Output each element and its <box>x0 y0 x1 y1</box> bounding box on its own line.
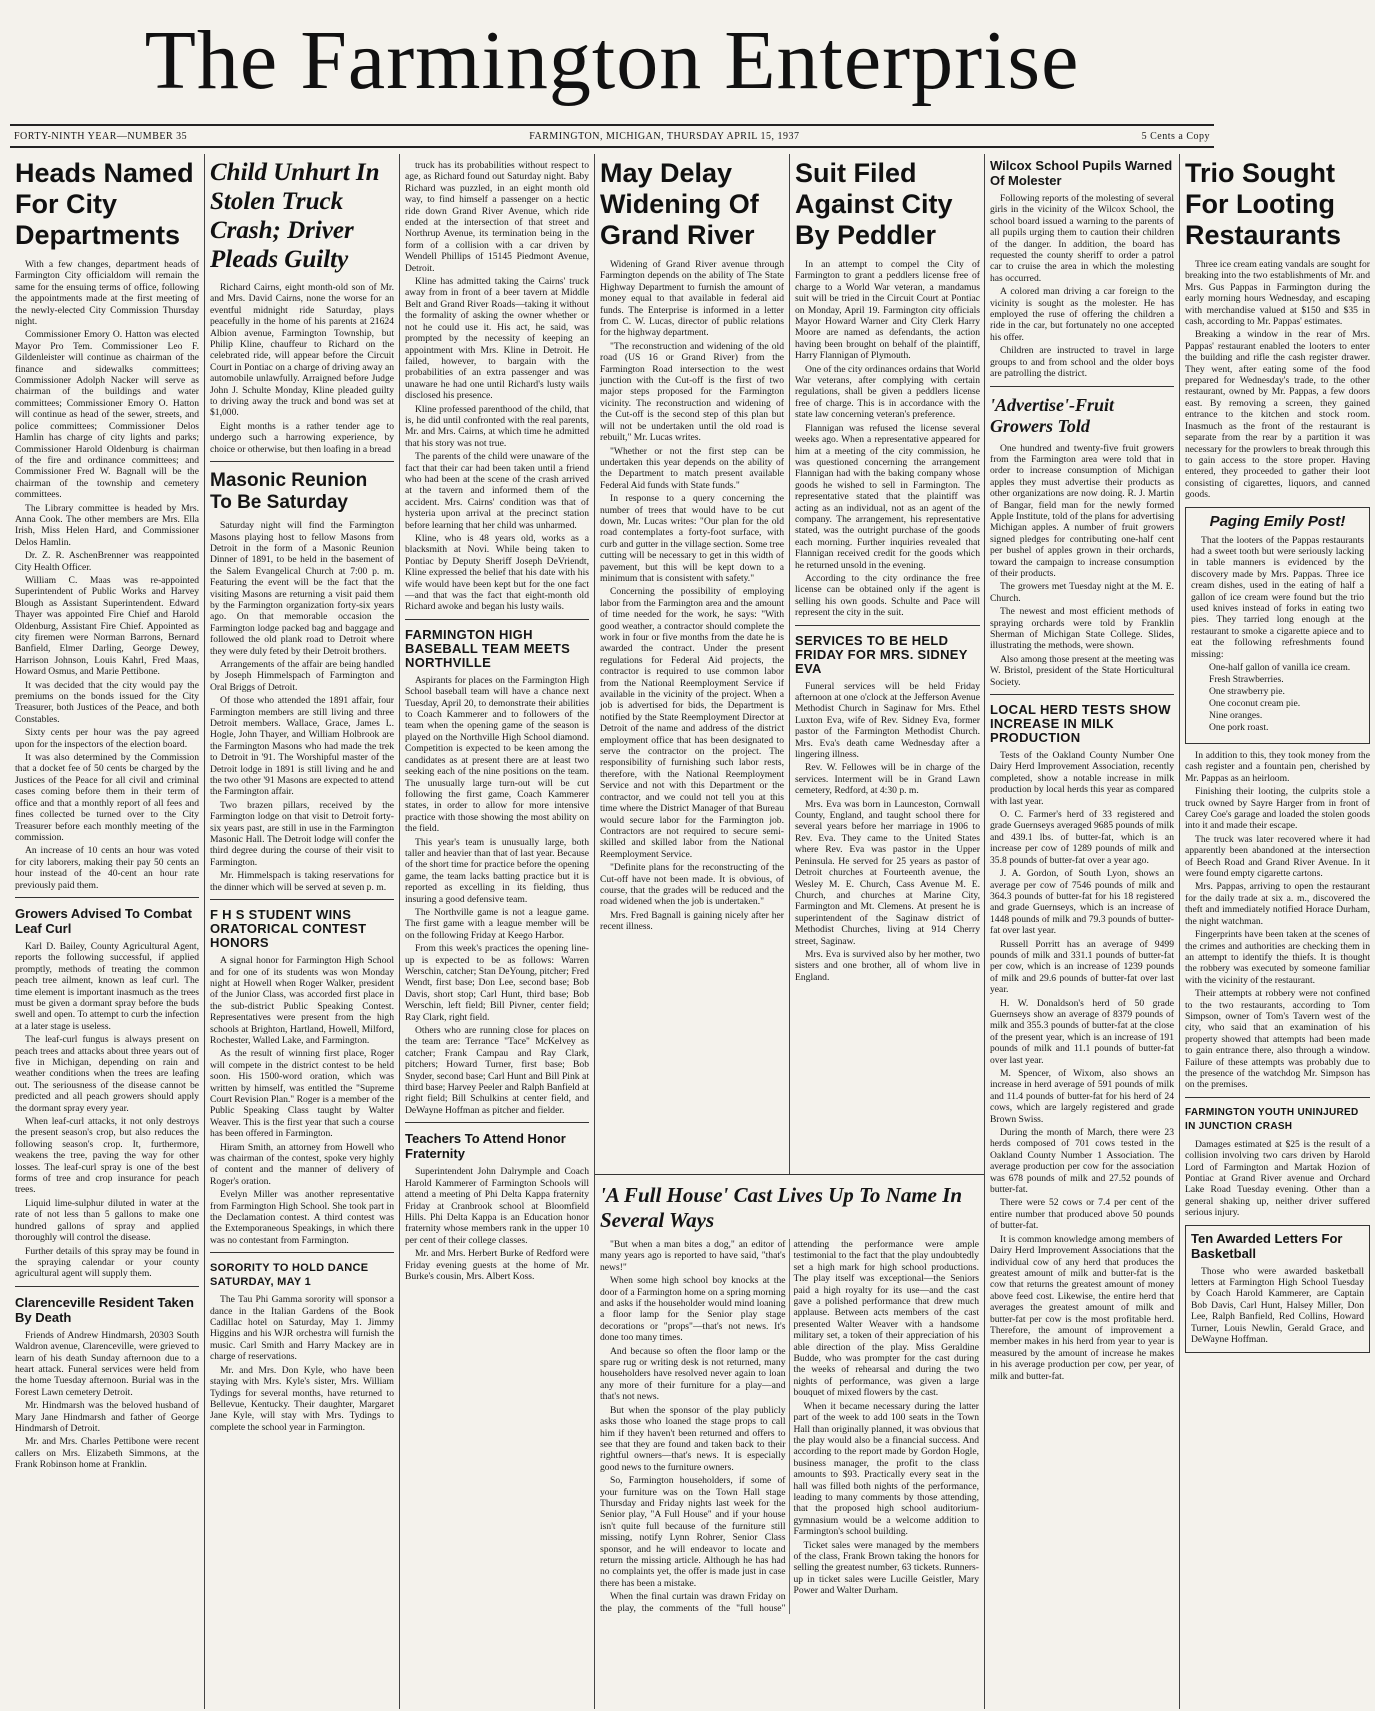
article-herd-tests-paragraph: During the month of March, there were 23 herds composed of 701 cows tested in the Oakland County Number 1 Association. The average production per cow for the association was 678 pounds of milk and 27.52 pounds of butter-fat. <box>990 1127 1174 1196</box>
article-stolen-truck-continued-paragraph: The parents of the child were unaware of the fact that their car had been taken until a friend who had been at the scene of the crash arrived at the tavern and informed them of the accident. Mrs. Cairns' condition was that of hysteria upon arrival at the precinct station before learning that her child was unharmed. <box>405 451 589 531</box>
article-herd-tests-paragraph: H. W. Donaldson's herd of 50 grade Guernseys show an average of 8379 pounds of milk and 355.3 pounds of butter-fat at the close of the present year, which is an increase of 191 pounds of milk and 11.1 pounds of butter-fat over last year. <box>990 997 1174 1066</box>
article-herd-tests-paragraph: M. Spencer, of Wixom, also shows an increase in herd average of 591 pounds of milk and 11.4 pounds of butter-fat for his herd of 24 cows, which are largely registered and grade Brown Swiss. <box>990 1068 1174 1125</box>
article-leaf-curl-paragraph: Further details of this spray may be found in the spraying calendar or your county agricultural agent will supply them. <box>15 1245 199 1280</box>
article-stolen-truck-continued-paragraph: Kline, who is 48 years old, works as a blacksmith at Novi. While being taken to Pontiac by Deputy Sheriff Joseph DeVriendt, Kline expressed the belief that his date with his wife would have been kept but for the one fact—and that was the fact that eight-month old Richard awoke and began his lusty wails. <box>405 533 589 613</box>
article-clarenceville <box>15 1330 199 1471</box>
article-city-departments-paragraph: The Library committee is headed by Mrs. Anna Cook. The other members are Mrs. Ella Irish, Miss Helen Hard, and Commissioner Delos Hamlin. <box>15 502 199 548</box>
article-herd-tests-paragraph: Tests of the Oakland County Number One Dairy Herd Improvement Association, recently completed, show a notable increase in milk production by local herds this year as compared with last year. <box>990 750 1174 807</box>
article-herd-tests-paragraph: There were 52 cows or 7.4 per cent of the entire number that produced above 50 pounds of butter-fat. <box>990 1197 1174 1232</box>
article-stolen-truck-continued-paragraph: Kline professed parenthood of the child, that is, he did until confronted with the real parents, Mr. and Mrs. Cairns, at which time he admitted that his story was not true. <box>405 403 589 449</box>
article-full-house <box>600 1239 979 1614</box>
headline-emily-post: Paging Emily Post! <box>1209 512 1346 530</box>
article-stolen-truck-continued <box>405 160 589 613</box>
article-oratorical-paragraph: As the result of winning first place, Roger will compete in the district contest to be held soon. His 1500-word oration, which was written by himself, was entitled the "Supreme Court Revision Plan." Roger is a member of the Public Speaking Class taught by Walter Weaver. This is the first year that such a course has been offered in Farmington. <box>210 1048 394 1140</box>
article-sidney-eva-paragraph: Mrs. Eva is survived also by her mother, two sisters and one brother, all of whom live in England. <box>795 948 980 983</box>
article-leaf-curl-paragraph: The leaf-curl fungus is always present on peach trees and attacks about three years out of five in Michigan, depending on rain and weather conditions when the trees are leafing out. The seriousness of the disease cannot be predicted and all peach growers should apply the dormant spray every year. <box>15 1034 199 1114</box>
article-fruit-growers-paragraph: The growers met Tuesday night at the M. E. Church. <box>990 581 1174 604</box>
headline-youth-crash: FARMINGTON YOUTH UNINJURED IN JUNCTION CRASH <box>1185 1106 1359 1132</box>
article-looting-continued-paragraph: In addition to this, they took money from the cash register and a fountain pen, cherished by Mr. Pappas as an heirloom. <box>1185 750 1370 784</box>
headline-grand-river: May Delay Widening Of Grand River <box>600 158 759 250</box>
article-city-departments-paragraph: William C. Maas was re-appointed Superintendent of Public Works and Harvey Blough as Assistant Superintendent. Edward Thayer was appointed Fire Chief and Harold Oldenburg, Assistant Fire Chief. Appointed as city firemen were Norman Barrons, Bernard Banfield, Elmer Darling, George Dewey, Harrison Johnson, Louis Kahrl, Fred Maas, Howard Osmus, and Marie Pettibone. <box>15 574 199 678</box>
headline-herd-tests: LOCAL HERD TESTS SHOW INCREASE IN MILK PRODUCTION <box>990 702 1171 746</box>
article-grand-river-paragraph: Concerning the possibility of employing labor from the Farmington area and the amount of time needed for the work, he says: "With good weather, a contractor should complete the work in four or five months from the date he is awarded the contract. Under the present regulations for Federal Aid projects, the contractor is required to use common labor from the National Reemployment Service if available in the vicinity of the project. When a job is advertised for bids, the Department is notified by the State Reemployment Director at Detroit of the name and address of the district employment office that has been designated to serve the contractor on the project. The responsibility of furnishing such labor rests, therefore, with the National Reemployment Service and not with this Department or the contractor, and we could not tell you at this time where the District Manager of that Bureau would secure labor for the Farmington job. Contractors are not required to secure semi-skilled and skilled labor from the National Reemployment Service. <box>600 586 784 860</box>
volume-number: FORTY-NINTH YEAR—NUMBER 35 <box>14 130 188 142</box>
article-baseball-paragraph: The Northville game is not a league game. The first game with a league member will be on the following Friday at Keego Harbor. <box>405 906 589 941</box>
headline-baseball: FARMINGTON HIGH BASEBALL TEAM MEETS NORTHVILLE <box>405 626 571 670</box>
article-fruit-growers <box>990 443 1174 689</box>
article-leaf-curl <box>15 941 199 1280</box>
masthead: The Farmington Enterprise <box>144 14 1080 107</box>
article-baseball <box>405 675 589 1116</box>
article-emily-post: That the looters of the Pappas restaurants had a sweet tooth but were seriously lacking in table manners is evidenced by the discovery made by Mrs. Pappas. Three ice cream dishes, used in the eating of half a gallon of ice cream were found but the trio used knives instead of forks in eating two pies. They tarried long enough at the restaurant to smoke a cigarette apiece and to eat the following refreshments found missing: <box>1191 534 1364 660</box>
article-full-house-paragraph: So, Farmington householders, if some of your furniture was on the Town Hall stage Thursday and Friday nights last week for the Senior play, "A Full House" and if your house isn't quite full because of the furniture still missing, notify Lynn Rohrer, Senior Class sponsor, and he will endeavor to locate and return the missing article. Although he has had no complaints yet, the offer is made just in case there has been a mistake. <box>600 1475 786 1589</box>
article-full-house-paragraph: When some high school boy knocks at the door of a Farmington home on a spring morning and asks if the householder would mind loaning a floor lamp for the Senior play stage decorations or "props"—that's not news. It's done too many times. <box>600 1275 786 1344</box>
article-oratorical-paragraph: Hiram Smith, an attorney from Howell who was chairman of the contest, spoke very highly of content and the manner of delivery of Roger's oration. <box>210 1141 394 1187</box>
article-masonic-reunion-paragraph: Mr. Himmelspach is taking reservations for the dinner which will be served at seven p. m. <box>210 870 394 893</box>
article-masonic-reunion <box>210 520 394 893</box>
article-grand-river-paragraph: Mrs. Fred Bagnall is gaining nicely after her recent illness. <box>600 909 784 933</box>
article-peddler-suit-paragraph: According to the city ordinance the free license can be obtained only if the agent is selling his own goods. Schulte and Pace will represent the city in the suit. <box>795 572 980 619</box>
article-masonic-reunion-paragraph: Of those who attended the 1891 affair, four Farmington members are still living and three Detroit members. Wallace, Grace, James L. Hogle, John Thayer, and William Holbrook are the Farmington Masons who had made the trek to Detroit in '91. The Worshipful master of the Detroit lodge in 1891 is still living and he and the two other '91 Masons are expected to attend the Farmington affair. <box>210 695 394 798</box>
article-oratorical-paragraph: Evelyn Miller was another representative from Farmington High School. She took part in the Declamation contest. A third contest was the Extemporaneous Speakings, in which there was no contestant from Farmington. <box>210 1189 394 1246</box>
article-city-departments-paragraph: Dr. Z. R. AschenBrenner was reappointed City Health Officer. <box>15 550 199 573</box>
article-baseball-paragraph: Aspirants for places on the Farmington High School baseball team will have a chance next Tuesday, April 20, to demonstrate their abilities to Coach Kammerer and to followers of the team when the opening game of the season is played on the Northville High School diamond. Competition is expected to be keen among the candidates as at present there are at least two seeking each of the nine positions on the team. The unusually large turn-out will be cut following the first game, Coach Kammerer states, in order to allow for more intensive practice with those showing the most ability on the field. <box>405 674 589 835</box>
missing-item: Fresh Strawberries. <box>1209 674 1284 685</box>
article-peddler-suit-paragraph: In an attempt to compel the City of Farmington to grant a peddlers license free of charge to a World War veteran, a mandamus suit will be tried in the Circuit Court at Pontiac on Monday, April 19. Farmington city officials Mayor Howard Warner and City Clerk Harry Moore are named as defendants, the action having been brought on behalf of the plaintiff, Harry Flannigan of Plymouth. <box>795 259 980 362</box>
article-wilcox-school-paragraph: A colored man driving a car foreign to the vicinity is sought as the molester. He has employed the ruse of offering the children a ride in the car, but fortunately no one accepted his offer. <box>990 286 1174 343</box>
article-honor-fraternity-paragraph: Superintendent John Dalrymple and Coach Harold Kammerer of Farmington Schools will attend a meeting of Phi Delta Kappa fraternity Friday at Cranbrook school at Bloomfield Hills. Phi Delta Kappa is an Education honor fraternity whose members rank in the upper 10 per cent of their college classes. <box>405 1166 589 1246</box>
article-basketball-letters: Those who were awarded basketball letters at Farmington High School Tuesday by Coach Harold Kammerer, are Captain Bob Davis, Carl Hunt, Halsey Miller, Don Lee, Ralph Banfield, Red Collins, Howard Turner, Louis Newlin, Gerald Grace, and DeWayne Hoffman. <box>1191 1265 1364 1346</box>
article-leaf-curl-paragraph: Liquid lime-sulphur diluted in water at the rate of not less than 5 gallons to make one hundred gallons of spray and applied thoroughly will control the disease. <box>15 1197 199 1244</box>
article-fruit-growers-paragraph: Also among those present at the meeting was W. Bristol, president of the State Horticultural Society. <box>990 653 1174 688</box>
headline-masonic-reunion: Masonic Reunion To Be Saturday <box>210 470 368 514</box>
missing-item: One coconut cream pie. <box>1209 698 1301 709</box>
headline-honor-fraternity: Teachers To Attend Honor Fraternity <box>405 1131 566 1162</box>
column-1 <box>10 154 205 1709</box>
article-city-departments-paragraph: An increase of 10 cents an hour was voted for city laborers, making their pay 50 cents an hour instead of the 40-cent an hour rate previously paid them. <box>15 845 199 891</box>
article-full-house-paragraph: Ticket sales were managed by the members of the class, Frank Brown taking the honors for selling the greatest number, 63 tickets. Runners-up in ticket sales were Lucille Geistler, Mary Power and Walter Durham. <box>793 1539 979 1597</box>
article-masonic-reunion-paragraph: Arrangements of the affair are being handled by Joseph Himmelspach of Farmington and Oral Briggs of Detroit. <box>210 658 394 693</box>
article-peddler-suit <box>795 259 980 619</box>
article-leaf-curl-paragraph: When leaf-curl attacks, it not only destroys the present season's crop, but also reduces the following season's crop. It, furthermore, weakens the tree, paving the way for other losses. The leaf-curl spray is one of the best forms of tree and crop insurance for peach trees. <box>15 1116 199 1196</box>
article-sorority-paragraph: Mr. and Mrs. Don Kyle, who have been staying with Mrs. Kyle's sister, Mrs. William Tydings for several months, have returned to Bellevue, Kentucky. Their daughter, Margaret Jane Kyle, will stay with Mrs. Tydings to complete the school year in Farmington. <box>210 1364 394 1433</box>
headline-wilcox-school: Wilcox School Pupils Warned Of Molester <box>990 158 1173 188</box>
article-sidney-eva-paragraph: Funeral services will be held Friday afternoon at one o'clock at the Jefferson Avenue Methodist Church in Saginaw for Mrs. Ethel Luxton Eva, wife of Rev. Sidney Eva, former pastor of the Farmington Methodist Church. Mrs. Eva's death came Wednesday after a lingering illness. <box>795 680 980 761</box>
article-looting <box>1185 259 1370 501</box>
missing-item: One pork roast. <box>1209 722 1269 733</box>
article-looting-continued <box>1185 750 1370 1091</box>
headline-sorority: SORORITY TO HOLD DANCE SATURDAY, MAY 1 <box>210 1262 369 1289</box>
article-city-departments-paragraph: It was decided that the city would pay the premiums on the bonds issued for the City Treasurer, both Justices of the Peace, and both Constables. <box>15 679 199 725</box>
article-looting-continued-paragraph: The truck was later recovered where it had apparently been abandoned at the intersection of Beech Road and Grand River Avenue. In it were found empty cigarette cartons. <box>1185 833 1370 880</box>
column-4 <box>595 154 790 1174</box>
article-wilcox-school <box>990 193 1174 380</box>
headline-city-departments: Heads Named For City Departments <box>15 158 194 250</box>
headline-leaf-curl: Growers Advised To Combat Leaf Curl <box>15 905 192 936</box>
article-oratorical-paragraph: A signal honor for Farmington High School and for one of its students was won Monday night at Howell when Roger Walker, president of the Junior Class, was accorded first place in the sub-district Public Speaking Contest. Representatives were present from the high schools at Brighton, Hartland, Howell, Milford, Rochester, Walled Lake, and Farmington. <box>210 955 394 1046</box>
article-stolen-truck-continued-paragraph: Kline has admitted taking the Cairns' truck away from in front of a beer tavern at Middle Belt and Grand River Roads—taking it without the formality of asking the owner whether or not he could use it. His act, he said, was prompted by the necessity of keeping an appointment with Mrs. Kline in Detroit. He failed, however, to bargain with the probabilities of an extra passenger and was unaware he had one until Richard's lusty wails disclosed his presence. <box>405 276 589 402</box>
headline-fruit-growers: 'Advertise'-Fruit Growers Told <box>990 394 1115 436</box>
headline-peddler-suit: Suit Filed Against City By Peddler <box>795 158 953 250</box>
article-masonic-reunion-paragraph: Two brazen pillars, received by the Farmington lodge on that visit to Detroit forty-six years past, are still in use in the Farmington Masonic Hall. The Detroit lodge will confer the third degree during the course of their visit to Farmington. <box>210 799 394 868</box>
missing-item: One strawberry pie. <box>1209 686 1285 697</box>
article-grand-river-paragraph: Widening of Grand River avenue through Farmington depends on the ability of The State Highway Department to furnish the amount of money equal to that available in federal aid funds. The Enterprise is informed in a letter from C. W. Lucas, director of public relations for the highway department. <box>600 259 784 339</box>
article-grand-river-paragraph: "The reconstruction and widening of the old road (US 16 or Grand River) from the Farmington Road intersection to the west junction with the Cut-off is the first of two major steps proposed for the Farmington vicinity. The reconstruction and widening of the Cut-off is the second step of this plan but will not be undertaken until the old road is rebuilt," Mr. Lucas writes. <box>600 340 784 444</box>
article-herd-tests-paragraph: It is common knowledge among members of Dairy Herd Improvement Associations that the individual cow of any herd that produces the greatest amount of milk and butter-fat is the cow that returns the greatest amount of money above feed cost. Likewise, the entire herd that averages the greatest amount of milk and butter-fat per cow is the most profitable herd. Therefore, the amount of improvement a member makes in his herd from year to year is measured by the amount of increase he makes in his average production per cow, per year, of milk and butter-fat. <box>990 1233 1174 1382</box>
article-sorority-paragraph: The Tau Phi Gamma sorority will sponsor a dance in the Italian Gardens of the Book Cadillac hotel on Saturday, May 1. Jimmy Higgins and his WJR orchestra will furnish the music. Carl Smith and Harry Mackey are in charge of reservations. <box>210 1294 394 1363</box>
article-oratorical <box>210 955 394 1246</box>
article-leaf-curl-paragraph: Karl D. Bailey, County Agricultural Agent, reports the following successful, if applied promptly, methods of treating the common peach tree ailment, known as leaf curl. The time element is important inasmuch as the trees must be given a dormant spray before the buds swell and open. To attempt to curb the infection at a later stage is useless. <box>15 940 199 1032</box>
article-peddler-suit-paragraph: Flannigan was refused the license several weeks ago. When a representative appeared for him at a meeting of the city commission, he was questioned concerning the arrangement Flannigan had with the baking company whose goods he wished to sell in Farmington. The representative stated that the plaintiff was acting as an individual, not as an agent of the company. The arrangement, his representative stated, was the outright purchase of the goods each morning. Further inquiries revealed that Flannigan received credit for the goods which he returned unsold in the evening. <box>795 422 980 571</box>
column-7 <box>1180 154 1375 1709</box>
article-stolen-truck-paragraph: Richard Cairns, eight month-old son of Mr. and Mrs. David Cairns, none the worse for an eventful midnight ride Saturday, plays peacefully in the home of his parents at 21624 Albion avenue, Farmington Township, but Philip Kline, chauffeur to Richard on the celebrated ride, will appear before the Circuit Court in Pontiac on a charge of driving away an automobile unlawfully. Arraigned before Judge John J. Schulte Monday, Kline pleaded guilty to driving away the truck and bond was set at $1,000. <box>210 282 394 419</box>
column-5 <box>790 154 985 1174</box>
emily-post-box <box>1185 507 1370 744</box>
article-sidney-eva-paragraph: Mrs. Eva was born in Launceston, Cornwall County, England, and taught school there for several years before her marriage in 1906 to Rev. Eva. They came to the United States where Rev. Eva was pastor in the Upper Peninsula. He served for 25 years as pastor of Detroit churches at Fourteenth avenue, the Wesley M. E. Church, Cass Avenue M. E. Church, and churches at Marine City, Farmington and Mt. Clemens. At present he is superintendent of the Saginaw district of Methodist Churches, living at 914 Cherry street, Saginaw. <box>795 798 980 947</box>
article-wilcox-school-paragraph: Following reports of the molesting of several girls in the vicinity of the Wilcox School, the school board issued a warning to the parents of all pupils urging them to caution their children of the danger. In addition, the board has requested the county sheriff to order a patrol car to cruise the area in which the molesting has occurred. <box>990 193 1174 284</box>
headline-sidney-eva: SERVICES TO BE HELD FRIDAY FOR MRS. SIDNEY EVA <box>795 632 968 676</box>
headline-oratorical: F H S STUDENT WINS ORATORICAL CONTEST HONORS <box>210 907 367 951</box>
article-looting-continued-paragraph: Their attempts at robbery were not confined to the two restaurants, according to Tom Simpson, owner of Tom's Tavern west of the city, who said that an examination of his property showed that attempts had been made to gain entrance there, also through a window. Failure of these attempts was probably due to the presence of the watchdog Mr. Simpson has on the premises. <box>1185 988 1370 1091</box>
article-herd-tests-paragraph: J. A. Gordon, of South Lyon, shows an average per cow of 7546 pounds of milk and 364.3 pounds of butter-fat for his 18 registered and grade Guernseys, which is an increase of 1448 pounds of milk and 79.3 pounds of butter-fat over last year. <box>990 868 1174 937</box>
article-wilcox-school-paragraph: Children are instructed to travel in large groups to and from school and the older boys are patrolling the district. <box>990 345 1174 380</box>
article-looting-continued-paragraph: Finishing their looting, the culprits stole a truck owned by Sayre Harger from in front of Carey Coe's garage and loaded the stolen goods into it and made their escape. <box>1185 786 1370 832</box>
column-3 <box>400 154 595 1709</box>
article-herd-tests-paragraph: Russell Porritt has an average of 9499 pounds of milk and 331.1 pounds of butter-fat per cow, which is an increase of 1239 pounds of milk and 29.6 pounds of butter-fat over last year. <box>990 938 1174 996</box>
article-city-departments-paragraph: It was also determined by the Commission that a docket fee of 50 cents be charged by the Justices of the Peace for all civil and criminal cases coming before them in their term of office and that a monthly report of all fees and fines collected be turned over to the City Treasurer before each monthly meeting of the commission. <box>15 752 199 843</box>
article-grand-river <box>600 259 784 933</box>
article-clarenceville-paragraph: Mr. and Mrs. Charles Pettibone were recent callers on Mrs. Elizabeth Simmons, at the Frank Robinson home at Franklin. <box>15 1436 199 1471</box>
article-city-departments <box>15 259 199 891</box>
article-full-house-paragraph: But when the sponsor of the play publicly asks those who loaned the stage props to call him if they haven't been returned and offers to see that they are found and taken back to their rightful owners—that's news. It is especially good news to the furniture owners. <box>600 1404 786 1473</box>
article-fruit-growers-paragraph: One hundred and twenty-five fruit growers from the Farmington area were told that in order to increase consumption of Michigan apples they must advertise their products as other organizations are now doing. R. J. Martin of Bangar, field man for the newly formed Apple Institute, told of the plans for advertising Michigan apples. A number of fruit growers signed pledges for contributing one-half cent per bushel of apples grown in their orchards, toward the campaign to increase consumption of their products. <box>990 442 1174 579</box>
article-sidney-eva <box>795 681 980 984</box>
column-6 <box>985 154 1180 1709</box>
missing-item: One-half gallon of vanilla ice cream. <box>1209 662 1351 673</box>
article-stolen-truck-continued-paragraph: truck has its probabilities without respect to age, as Richard found out Saturday night. Baby Richard was puzzled, in an eight month old way, to find himself a passenger on a hectic ride down Grand River Avenue, which ride ended at the intersection of that street and Northrup Avenue, its termination being in the form of a collision with a car driven by Wendell Phillips of 15145 Piedmont Avenue, Detroit. <box>405 160 589 274</box>
full-house-story <box>595 1174 984 1614</box>
article-full-house-paragraph: When the final curtain was drawn Friday on the play, the comments of the "full house" attending the performance were ample testimonial to the fact that the play undoubtedly set a high mark for high school productions. The play itself was exceptional—the Seniors paid a high royalty for its use—and the cast gave a polished performance that drew much applause. Between acts members of the cast presented Walter Weaver with a handsome military set, a token of their appreciation of his able direction of the play. Miss Geraldine Budde, who was prompter for the cast during the weeks of rehearsal and during the two nights of performance, was given a large bouquet of mixed flowers by the cast. <box>600 1239 979 1614</box>
article-grand-river-paragraph: "Whether or not the first step can be undertaken this year depends on the ability of the Department to match present available Federal Aid funds with State funds." <box>600 445 784 491</box>
article-herd-tests-paragraph: O. C. Farmer's herd of 33 registered and grade Guernseys averaged 9685 pounds of milk and 439.1 lbs. of butter-fat, which is an increase per cow of 1289 pounds of milk and 35.8 pounds of butter-fat over a year ago. <box>990 809 1174 866</box>
article-city-departments-paragraph: Commissioner Emory O. Hatton was elected Mayor Pro Tem. Commissioner Leo F. Gildenleister will continue as chairman of the finance and sidewalks committees; Commissioner Adolph Nacker will serve as chairman of the buildings and water committees; Commissioner Emory O. Hatton will continue as head of the sewer, streets, and police committees; Commissioner Delos Hamlin has charge of city lights and parks; Commissioner Harold Oldenburg is chairman of the fire and ordinance committees; and Commissioner Fred W. Bagnall will be the chairman of the township and cemetery committees. <box>15 329 199 501</box>
article-full-house-paragraph: When it became necessary during the latter part of the week to add 100 seats in the Town Hall than originally planned, it was obvious that the play would also be a financial success. And according to the report made by Gordon Hogle, business manager, the profit to the class amounts to $93. Practically every seat in the hall was filled both nights of the performance, leading to many comments by those attending, that the proposed high school auditorium-gymnasium would be a welcome addition to Farmington's school building. <box>793 1400 979 1538</box>
article-stolen-truck-paragraph: Eight months is a rather tender age to undergo such a harrowing experience, by choice or otherwise, but then loafing in a bread <box>210 420 394 455</box>
article-fruit-growers-paragraph: The newest and most efficient methods of spraying orchards were told by Franklin Sherman of Michigan State College. Slides, illustrating the methods, were shown. <box>990 606 1174 652</box>
article-looting-continued-paragraph: Fingerprints have been taken at the scenes of the crimes and authorities are checking them in an attempt to identify the thiefs. It is thought the robbery was executed by someone familiar with the vicinity of the restaurant. <box>1185 929 1370 986</box>
headline-clarenceville: Clarenceville Resident Taken By Death <box>15 1294 194 1325</box>
article-baseball-paragraph: From this week's practices the opening line-up is expected to be as follows: Warren Werschin, catcher; Stan DeYoung, pitcher; Fred Wendt, first base; Don Lee, second base; Bob Davis, short stop; Carl Hunt, third base; Bob Werschin, left field; Bill Pivner, center field; Ray Clark, right field. <box>405 943 589 1023</box>
headline-full-house: 'A Full House' Cast Lives Up To Name In Several Ways <box>600 1183 963 1232</box>
article-looting-paragraph: Breaking a window in the rear of Mrs. Pappas' restaurant enabled the looters to enter the building and rifle the cash register drawer. They went, after eating some of the food prepared for Wednesday's trade, to the other restaurant, owned by Mr. Pappas, a few doors east. By removing a screen, they gained entrance to the kitchen and stock room. Inasmuch as the front of the restaurant is separate from the rear by a partition it was necessary for the prowlers to break through this to gain access to the store proper. Having entered, they proceeded to gather their loot consisting of cigarettes, liquors, and canned goods. <box>1185 329 1370 501</box>
article-clarenceville-paragraph: Mr. Hindmarsh was the beloved husband of Mary Jane Hindmarsh and father of George Hindmarsh of Detroit. <box>15 1400 199 1434</box>
headline-basketball-letters: Ten Awarded Letters For Basketball <box>1191 1230 1343 1261</box>
price: 5 Cents a Copy <box>1141 130 1210 142</box>
columns-4-5 <box>595 154 985 1709</box>
article-youth-crash-paragraph: Damages estimated at $25 is the result of a collision involving two cars driven by Harold Lord of Farmington and Martak Hozion of Pontiac at Grand River avenue and Orchard Lake Road Tuesday evening. Other than a general shaking up, neither driver suffered serious injury. <box>1185 1138 1370 1219</box>
article-full-house-paragraph: And because so often the floor lamp or the spare rug or writing desk is not returned, many householders have resolved never again to loan any more of their furniture for a play—and that's not news. <box>600 1345 786 1403</box>
missing-items-list <box>1209 662 1364 734</box>
article-grand-river-paragraph: In response to a query concerning the number of trees that would have to be cut down, Mr. Lucas writes: "Our plan for the old road contemplates a forty-foot surface, with curb and gutter in the village section. Some tree cutting will be necessary to get in this width of pavement, but this will be kept down to a minimum that is consistent with safety." <box>600 493 784 584</box>
column-2 <box>205 154 400 1709</box>
headline-stolen-truck: Child Unhurt In Stolen Truck Crash; Driver Pleads Guilty <box>210 159 380 273</box>
article-peddler-suit-paragraph: One of the city ordinances ordains that World War veterans, after complying with certain regulations, shall be given a peddlers license free of charge. This is in accordance with the state law concerning veteran's preference. <box>795 363 980 421</box>
article-honor-fraternity-paragraph: Mr. and Mrs. Herbert Burke of Redford were Friday evening guests at the home of Mr. Burke's cousin, Mrs. Albert Koss. <box>405 1248 589 1282</box>
article-looting-paragraph: Three ice cream eating vandals are sought for breaking into the two establishments of Mr. and Mrs. Gus Pappas in Farmington during the early morning hours Wednesday, and escaping with merchandise valued at $150 and $35 in cash, according to Mr. Pappas' estimates. <box>1185 259 1371 328</box>
article-clarenceville-paragraph: Friends of Andrew Hindmarsh, 20303 South Waldron avenue, Clarenceville, were grieved to learn of his death Sunday afternoon due to a heart attack. Funeral services were held from the home Tuesday afternoon. Burial was in the Forest Lawn cemetery Detroit. <box>15 1329 199 1398</box>
columns <box>10 154 1371 1709</box>
article-baseball-paragraph: Others who are running close for places on the team are: Terrance "Tace" McKelvey as catcher; Frank Campau and Ray Clark, pitchers; Howard Turner, first base; Bob Snyder, second base; Carl Hunt and Bill Pink at third base; Harvey Peeler and Ralph Banfield at right field; Bill Schulkins at center field, and DeWayne Hoffman as pitcher and fielder. <box>405 1025 589 1116</box>
article-youth-crash <box>1185 1139 1370 1219</box>
article-baseball-paragraph: This year's team is unusually large, both taller and heavier than that of last year. Because of the short time for practice before the opening game, the team lacks batting practice but it is reported as excelling in its fielding, thus insuring a good defensive team. <box>405 836 589 905</box>
missing-item: Nine oranges. <box>1209 710 1263 721</box>
dateline <box>10 124 1214 148</box>
article-sorority <box>210 1294 394 1433</box>
article-herd-tests <box>990 750 1174 1382</box>
article-city-departments-paragraph: Sixty cents per hour was the pay agreed upon for the inspectors of the election board. <box>15 727 199 750</box>
headline-looting: Trio Sought For Looting Restaurants <box>1185 158 1342 250</box>
article-stolen-truck <box>210 282 394 455</box>
article-honor-fraternity <box>405 1166 589 1282</box>
article-masonic-reunion-paragraph: Saturday night will find the Farmington Masons playing host to fellow Masons from Detroit in the form of a Masonic Reunion Dinner of 1891, to be held in the basement of the Salem Evangelical Church at 7:00 p. m. Featuring the event will be the fact that the visiting Masons are returning a visit paid them by the Farmington organization forty-six years ago. On that memorable occasion the Farmington lodge packed bag and baggage and followed the old plank road to Detroit where they were duly feted by their Detroit brothers. <box>210 520 394 657</box>
basketball-box <box>1185 1225 1370 1354</box>
article-grand-river-paragraph: "Definite plans for the reconstructing of the Cut-off have not been made. It is obvious, of course, that the grades will be reduced and the road widened when the job is undertaken." <box>600 862 784 908</box>
article-looting-continued-paragraph: Mrs. Pappas, arriving to open the restaurant for the daily trade at six a. m., discovered the theft and immediately notified Horace Durham, the night watchman. <box>1185 881 1370 927</box>
publication-date: FARMINGTON, MICHIGAN, THURSDAY APRIL 15, 1937 <box>529 130 800 142</box>
article-city-departments-paragraph: With a few changes, department heads of Farmington City officialdom will remain the same for the ensuing terms of office, following the appointments made at the first meeting of the newly-elected City Commission Thursday night. <box>15 259 199 328</box>
article-sidney-eva-paragraph: Rev. W. Fellowes will be in charge of the services. Interment will be in Grand Lawn cemetery, Redford, at 4:30 p. m. <box>795 762 980 797</box>
article-full-house-paragraph: "But when a man bites a dog," an editor of many years ago is reported to have said, "that's news!" <box>600 1239 786 1273</box>
